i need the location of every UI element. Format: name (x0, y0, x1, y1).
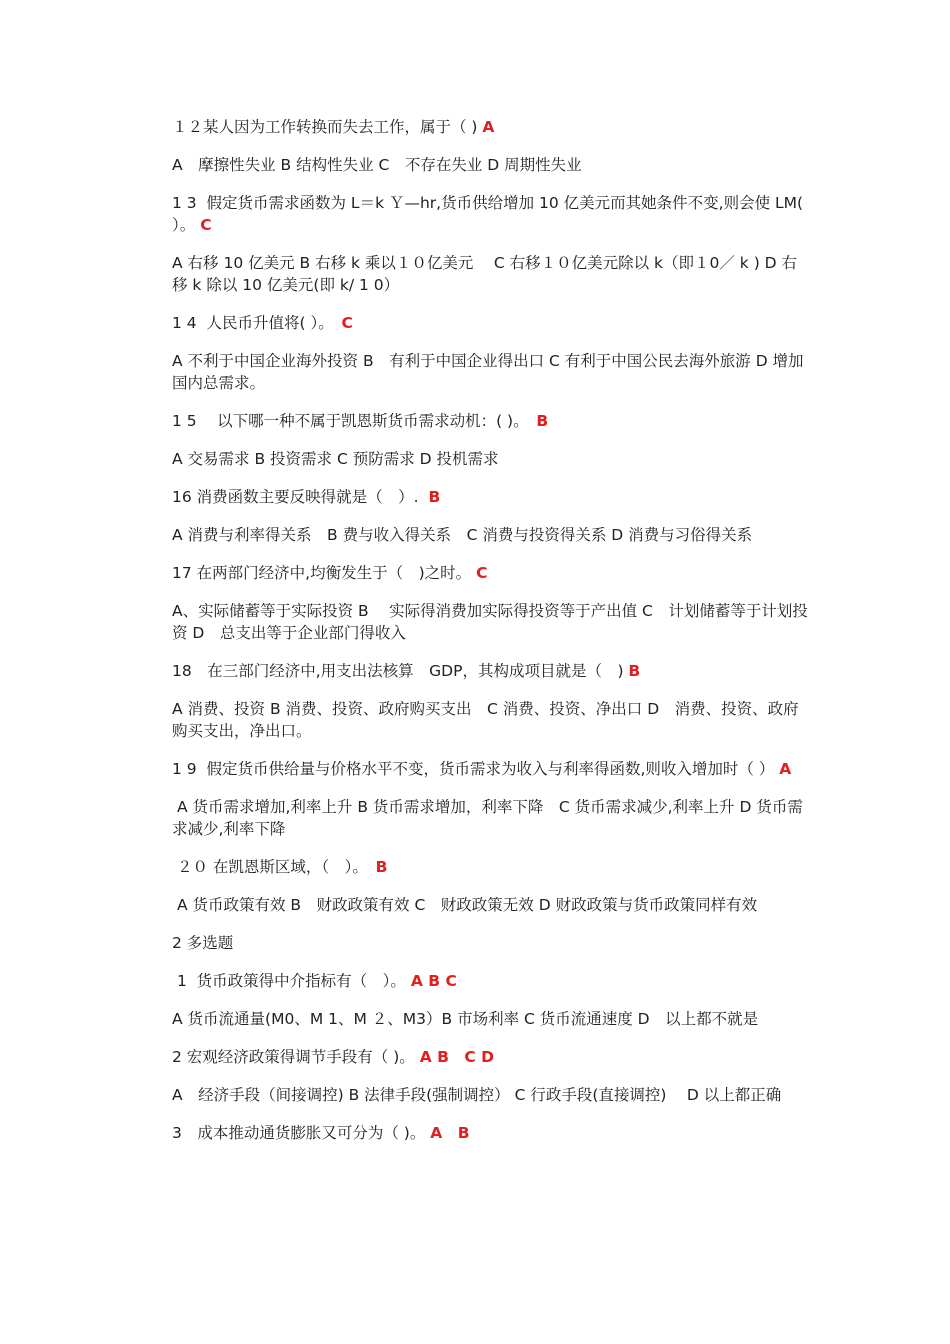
question-12 (172, 116, 812, 138)
options-text: A 货币流通量(M0、M 1、M ２、M3）B 市场利率 C 货币流通速度 D 以上都不就是 (172, 1010, 759, 1028)
options-text: A 交易需求 B 投资需求 C 预防需求 D 投机需求 (172, 450, 499, 468)
question-text: 1 3 假定货币需求函数为 L＝k Ｙ—hr,货币供给增加 10 亿美元而其她条件不变,则会使 LM( ）。 (172, 194, 809, 234)
question-text: 1 4 人民币升值将( ）。 (172, 314, 342, 332)
options-15 (172, 448, 812, 470)
section-heading-multiple-choice (172, 932, 812, 954)
options-12 (172, 154, 812, 176)
options-18 (172, 698, 812, 742)
multi-question-1 (172, 970, 812, 992)
answer-mark: A (779, 760, 792, 778)
options-text: A、实际储蓄等于实际投资 B 实际得消费加实际得投资等于产出值 C 计划储蓄等于计划投资 D 总支出等于企业部门得收入 (172, 602, 808, 642)
question-16 (172, 486, 812, 508)
options-text: A 货币政策有效 B 财政政策有效 C 财政政策无效 D 财政政策与货币政策同样有效 (172, 896, 758, 914)
question-text: 18 在三部门经济中,用支出法核算 GDP，其构成项目就是（ ) (172, 662, 629, 680)
answer-mark: B (536, 412, 549, 430)
options-text: A 不利于中国企业海外投资 B 有利于中国企业得出口 C 有利于中国公民去海外旅游 D 增加国内总需求。 (172, 352, 804, 392)
question-14 (172, 312, 812, 334)
document-page (172, 116, 812, 1160)
answer-mark: A (482, 118, 495, 136)
options-19 (172, 796, 812, 840)
answer-mark: C (341, 314, 353, 332)
options-text: A 消费、投资 B 消费、投资、政府购买支出 C 消费、投资、净出口 D 消费、投资、政府购买支出，净出口。 (172, 700, 799, 740)
section-heading-text: 2 多选题 (172, 934, 234, 952)
answer-mark: C (200, 216, 212, 234)
answer-mark: A B (430, 1124, 470, 1142)
options-text: A 摩擦性失业 B 结构性失业 C 不存在失业 D 周期性失业 (172, 156, 582, 174)
options-14 (172, 350, 812, 394)
question-17 (172, 562, 812, 584)
question-text: 1 货币政策得中介指标有（ ）。 (172, 972, 411, 990)
options-16 (172, 524, 812, 546)
answer-mark: A B C D (419, 1048, 495, 1066)
question-text: 16 消费函数主要反映得就是（ ）. (172, 488, 429, 506)
options-13 (172, 252, 812, 296)
question-text: 1 5 以下哪一种不属于凯恩斯货币需求动机：( )。 (172, 412, 537, 430)
question-text: ２０ 在凯恩斯区域，（ ）。 (172, 858, 376, 876)
multi-question-3 (172, 1122, 812, 1144)
question-text: １２某人因为工作转换而失去工作，属于（ ) (172, 118, 483, 136)
question-text: 17 在两部门经济中,均衡发生于（ )之时。 (172, 564, 477, 582)
answer-mark: B (375, 858, 388, 876)
multi-options-1 (172, 1008, 812, 1030)
question-text: 2 宏观经济政策得调节手段有（ )。 (172, 1048, 420, 1066)
options-text: A 经济手段（间接调控) B 法律手段(强制调控） C 行政手段(直接调控) D 以上都正确 (172, 1086, 782, 1104)
question-13 (172, 192, 812, 236)
options-text: A 货币需求增加,利率上升 B 货币需求增加，利率下降 C 货币需求减少,利率上升 D 货币需求减少,利率下降 (172, 798, 803, 838)
answer-mark: A B C (410, 972, 457, 990)
answer-mark: B (428, 488, 441, 506)
multi-question-2 (172, 1046, 812, 1068)
options-20 (172, 894, 812, 916)
question-text: 1 9 假定货币供给量与价格水平不变，货币需求为收入与利率得函数,则收入增加时（ ） (172, 760, 780, 778)
multi-options-2 (172, 1084, 812, 1106)
question-19 (172, 758, 812, 780)
question-text: 3 成本推动通货膨胀又可分为（ )。 (172, 1124, 431, 1142)
options-17 (172, 600, 812, 644)
question-15 (172, 410, 812, 432)
options-text: A 消费与利率得关系 B 费与收入得关系 C 消费与投资得关系 D 消费与习俗得关系 (172, 526, 753, 544)
question-18 (172, 660, 812, 682)
answer-mark: B (628, 662, 641, 680)
answer-mark: C (476, 564, 488, 582)
question-20 (172, 856, 812, 878)
options-text: A 右移 10 亿美元 B 右移 k 乘以１０亿美元 C 右移１０亿美元除以 k（即１0／ k ) D 右移 k 除以 10 亿美元(即 k/ 1 0） (172, 254, 798, 294)
